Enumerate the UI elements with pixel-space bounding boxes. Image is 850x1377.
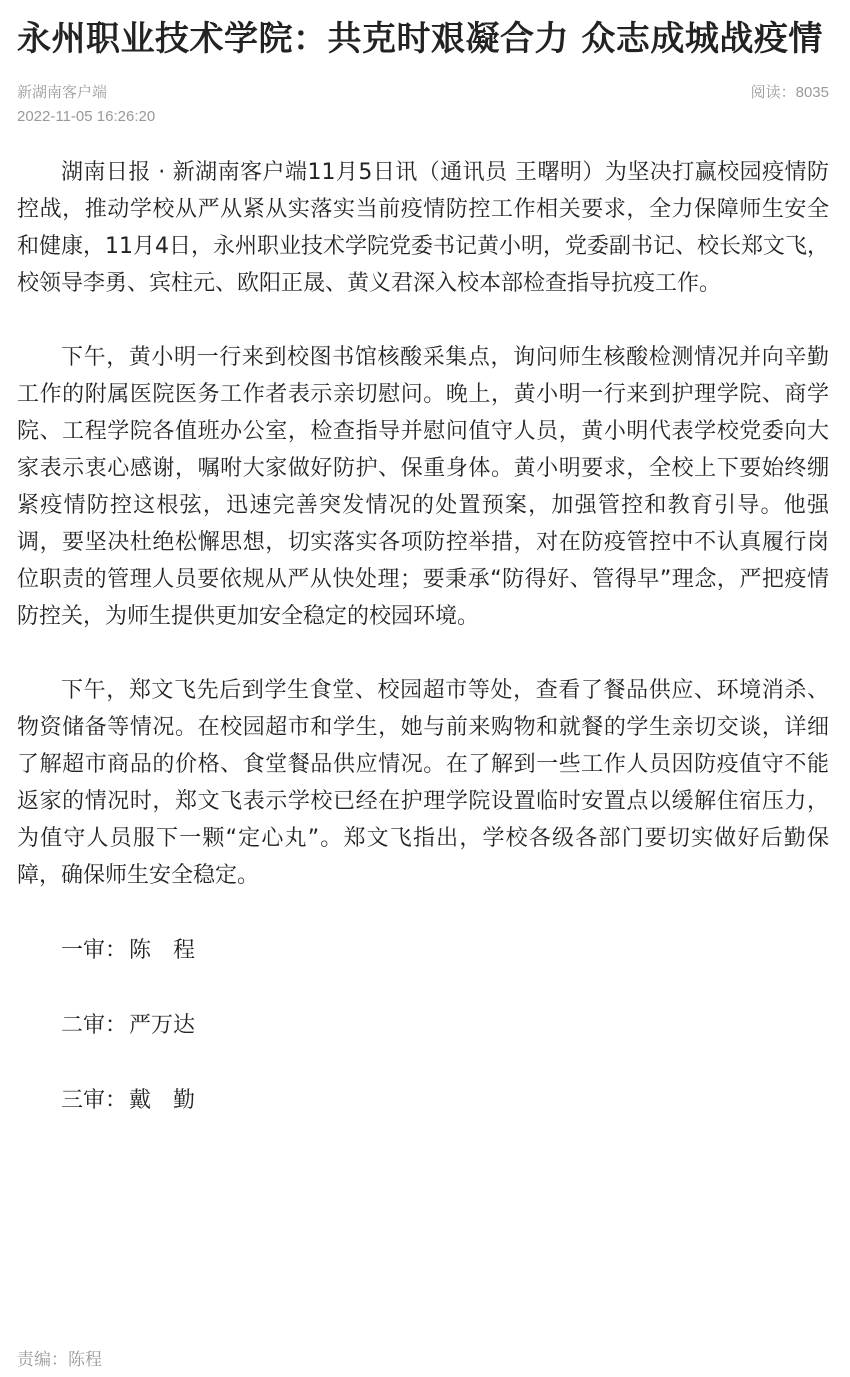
review-second: [17, 1007, 829, 1044]
article-date: 2022-11-05 16:26:20: [17, 108, 156, 125]
article-paragraph: 下午，黄小明一行来到校图书馆核酸采集点，询问师生核酸检测情况并向辛勤工作的附属医院医务工作者表示亲切慰问。晚上，黄小明一行来到护理学院、商学院、工程学院各值班办公室，检查指导并慰问值守人员，黄小明代表学校党委向大家表示衷心感谢，嘱咐大家做好防护、保重身体。黄小明要求，全校上下要始终绷紧疫情防控这根弦，迅速完善突发情况的处置预案，加强管控和教育引导。他强调，要坚决杜绝松懈思想，切实落实各项防控举措，对在防疫管控中不认真履行岗位职责的管理人员要依规从严从快处理；要秉承“防得好、管得早”理念，严把疫情防控关，为师生提供更加安全稳定的校园环境。: [17, 345, 829, 629]
article-paragraph: 下午，郑文飞先后到学生食堂、校园超市等处，查看了餐品供应、环境消杀、物资储备等情况。在校园超市和学生，她与前来购物和就餐的学生亲切交谈，详细了解超市商品的价格、食堂餐品供应情况。在了解到一些工作人员因防疫值守不能返家的情况时，郑文飞表示学校已经在护理学院设置临时安置点以缓解住宿压力，为值守人员服下一颗“定心丸”。郑文飞指出，学校各级各部门要切实做好后勤保障，确保师生安全稳定。: [17, 678, 829, 888]
read-count: [751, 82, 829, 104]
read-count-value: 8035: [795, 84, 829, 101]
review-label: 三审：: [61, 1088, 128, 1113]
review-name: 严万达: [129, 1013, 196, 1038]
article-source: 新湖南客户端: [17, 84, 108, 101]
article-title: 永州职业技术学院：共克时艰凝合力 众志成城战疫情: [17, 19, 823, 59]
review-label: 一审：: [61, 938, 128, 963]
review-first: [17, 932, 829, 969]
review-name: 陈 程: [129, 938, 196, 963]
review-third: [17, 1082, 829, 1119]
review-label: 二审：: [61, 1013, 128, 1038]
review-name: 戴 勤: [129, 1088, 196, 1113]
read-count-label: 阅读：: [750, 84, 796, 101]
responsible-editor: 责编：陈程: [17, 1350, 102, 1369]
article-paragraph: 湖南日报 · 新湖南客户端11月5日讯（通讯员 王曙明）为坚决打赢校园疫情防控战，推动学校从严从紧从实落实当前疫情防控工作相关要求，全力保障师生安全和健康，11月4日，永州职业技术学院党委书记黄小明，党委副书记、校长郑文飞，校领导李勇、宾柱元、欧阳正晟、黄义君深入校本部检查指导抗疫工作。: [17, 160, 829, 296]
article-body: [17, 154, 829, 1119]
article: [17, 0, 829, 1119]
article-meta: [17, 82, 829, 130]
